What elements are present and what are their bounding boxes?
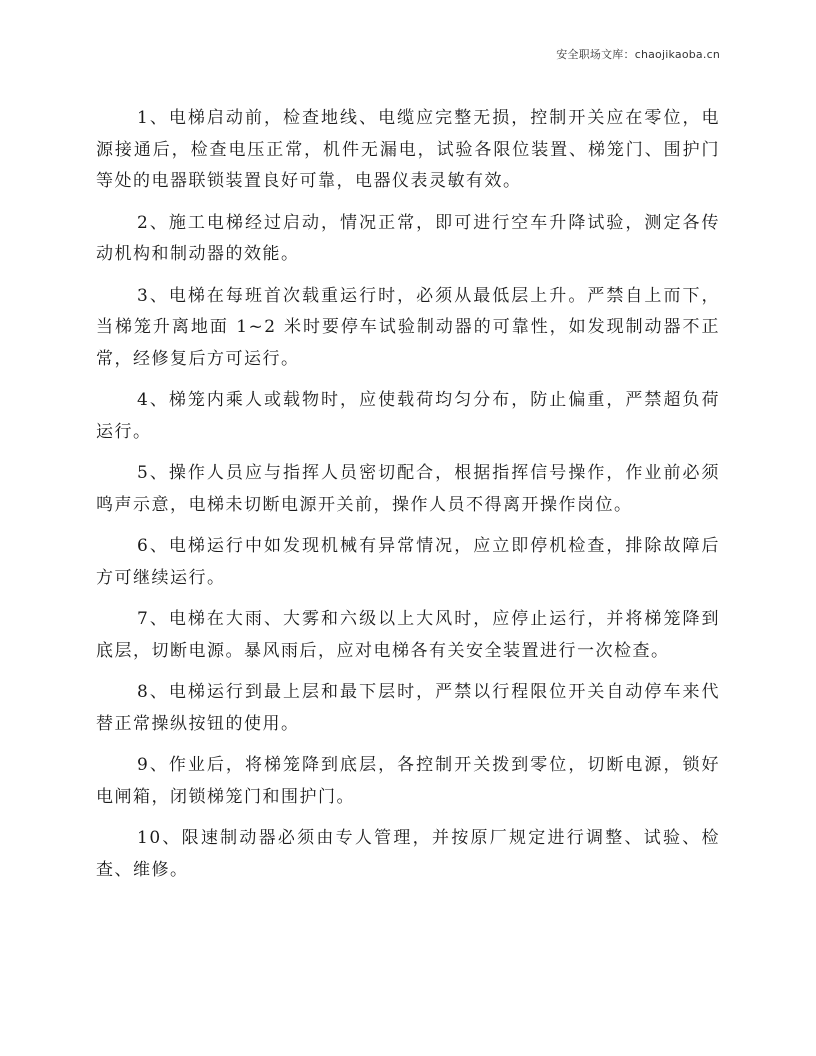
- paragraph-1: 1、电梯启动前，检查地线、电缆应完整无损，控制开关应在零位，电源接通后，检查电压正常，机件无漏电，试验各限位装置、梯笼门、围护门等处的电器联锁装置良好可靠，电器仪表灵敏有效。: [96, 108, 720, 191]
- paragraph-3: 3、电梯在每班首次载重运行时，必须从最低层上升。严禁自上而下，当梯笼升离地面 1~2 米时要停车试验制动器的可靠性，如发现制动器不正常，经修复后方可运行。: [96, 285, 720, 369]
- paragraph-6: 6、电梯运行中如发现机械有异常情况，应立即停机检查，排除故障后方可继续运行。: [96, 536, 720, 588]
- paragraph-7: 7、电梯在大雨、大雾和六级以上大风时，应停止运行，并将梯笼降到底层，切断电源。暴风雨后，应对电梯各有关安全装置进行一次检查。: [96, 609, 720, 661]
- page-header-source: 安全职场文库：chaojikaoba.cn: [556, 48, 720, 61]
- document-body: [96, 103, 720, 896]
- paragraph-9: 9、作业后，将梯笼降到底层，各控制开关拨到零位，切断电源，锁好电闸箱，闭锁梯笼门和围护门。: [96, 755, 720, 807]
- paragraph-2: 2、施工电梯经过启动，情况正常，即可进行空车升降试验，测定各传动机构和制动器的效能。: [96, 212, 720, 264]
- paragraph-4: 4、梯笼内乘人或载物时，应使载荷均匀分布，防止偏重，严禁超负荷运行。: [96, 390, 720, 442]
- paragraph-5: 5、操作人员应与指挥人员密切配合，根据指挥信号操作，作业前必须鸣声示意，电梯未切断电源开关前，操作人员不得离开操作岗位。: [96, 463, 720, 515]
- paragraph-10: 10、限速制动器必须由专人管理，并按原厂规定进行调整、试验、检查、维修。: [96, 828, 720, 880]
- paragraph-8: 8、电梯运行到最上层和最下层时，严禁以行程限位开关自动停车来代替正常操纵按钮的使用。: [96, 682, 720, 734]
